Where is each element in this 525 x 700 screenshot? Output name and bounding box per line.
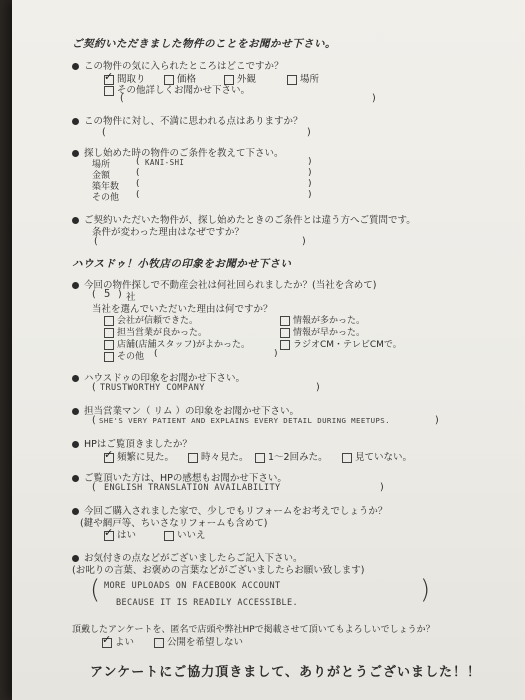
q8-option-0[interactable]: ✓頻繁に見た。 [104, 449, 174, 463]
checkbox-checked[interactable] [102, 638, 112, 648]
q2-question: この物件に対し、不満に思われる点はありますか？ [72, 113, 303, 127]
q10-option-0[interactable]: ✓はい [104, 527, 136, 541]
paren-close: ) [372, 93, 376, 104]
bullet-icon [72, 408, 79, 415]
section-header-impression: ハウスドゥ！小牧店の印象をお聞かせ下さい [72, 258, 292, 270]
q10-sub: (鍵や網戸等、ちいさなリフォームも含めて) [80, 518, 268, 529]
checkbox-checked[interactable] [104, 453, 114, 463]
q5-answer: 5 [104, 288, 111, 300]
q12-option-0[interactable]: ✓よい [102, 634, 134, 648]
bullet-icon [72, 375, 79, 382]
q7-question: 担当営業マン（ リム ）の印象をお聞かせ下さい。 [72, 403, 299, 417]
checkbox[interactable] [280, 328, 290, 338]
checkbox[interactable] [287, 75, 297, 85]
q3-label-location: 場所 [92, 160, 111, 170]
q3-label-price: 金額 [92, 171, 111, 181]
section-header-property: ご契約いただきました物件のことをお聞かせ下さい。 [72, 38, 336, 50]
q5-question: 今回の物件探しで不動産会社は何社回られましたか？(当社を含めて) [72, 277, 376, 291]
checkbox[interactable] [280, 340, 290, 350]
checkbox[interactable] [104, 86, 114, 96]
q1-option-2[interactable]: 外観 [224, 71, 256, 85]
bullet-icon [72, 475, 79, 482]
q1-option-3[interactable]: 場所 [287, 71, 319, 85]
checkbox[interactable] [280, 316, 290, 326]
bullet-icon [72, 217, 79, 224]
q1-option-1[interactable]: 価格 [164, 71, 196, 85]
checkbox[interactable] [104, 328, 114, 338]
q8-option-1[interactable]: 時々見た。 [188, 449, 249, 463]
checkbox[interactable] [342, 453, 352, 463]
q8-option-3[interactable]: 見ていない。 [342, 449, 412, 463]
bullet-icon [72, 555, 79, 562]
q1-other[interactable]: その他詳しくお聞かせ下さい。 [104, 82, 250, 96]
q1-question: この物件の気に入られたところはどこですか？ [72, 58, 284, 72]
q12-question: 頂戴したアンケートを、匿名で店頭や弊社HPで掲載させて頂いてもよろしいでしょうか？ [72, 625, 435, 635]
bullet-icon [72, 150, 79, 157]
q3-label-age: 築年数 [92, 182, 120, 192]
q6-question: ハウスドゥの印象をお聞かせ下さい。 [72, 370, 245, 384]
checkbox[interactable] [104, 352, 114, 362]
q5-option-left-1[interactable]: 担当営業が良かった。 [104, 325, 207, 338]
paren-open: ( [102, 127, 106, 138]
q4-sub: 条件が変わった理由はなぜですか？ [92, 227, 244, 238]
q5-reason: 当社を選んでいただいた理由は何ですか？ [92, 304, 273, 315]
q10-option-1[interactable]: いいえ [164, 527, 206, 541]
q7-answer: SHE'S VERY PATIENT AND EXPLAINS EVERY DETAIL DURING MEETUPS. [99, 416, 390, 425]
checkbox[interactable] [164, 531, 174, 541]
checkbox[interactable] [255, 453, 265, 463]
survey-paper: ご契約いただきました物件のことをお聞かせ下さい。 この物件の気に入られたところはどこですか？ ✓間取り 価格 外観 場所 その他詳しくお聞かせ下さい。 ( ) この物件に対し、不満に思われる点はありますか？ ( ) 探し始めた時の物件のご条件を教えて下さい。 場所 金額 築年数 その他 ( KANI-SHI ( ( ( ) ) ) ) ご契約いただいた物件が、探し始めたときのご条件とは違う方へご質問です。 条件が変わった理由はなぜですか？ ( ) ハウスドゥ！小牧店の印象をお聞かせ下さい 今回の物件探しで不動産会社は何社回られましたか？(当社を含めて) ( 5 ) 社 当社を選んでいただいた理由は何ですか？ 会社が信頼できた。 担当営業が良かった。 店舗(店舗スタッフ)がよかった。 その他 ( ) 情報が多かった。 情報が早かった。 ラジオCM・テレビCMで。 ハウスドゥの印象をお聞かせ下さい。 ( TRUSTWORTHY COMPANY ) 担当営業マン（ リム ）の印象をお聞かせ下さい。 ( SHE'S VERY PATIENT AND EXPLAINS EVERY DETAIL DURING MEETUPS. ) HPはご覧頂きましたか？ ✓頻繁に見た。 時々見た。 1〜2回みた。 見ていない。 ご覧頂いた方は、HPの感想もお聞かせ下さい。 ( ENGLISH TRANSLATION AVAILABILITY ) 今回ご購入されました家で、少しでもリフォームをお考えでしょうか？ (鍵や網戸等、ちいさなリフォームも含めて) ✓はい いいえ お気付きの点などがございましたらご記入下さい。 (お叱りの言葉、お褒めの言葉などがございましたらお願い致します) ( MORE UPLOADS ON FACEBOOK ACCOUNT BECAUSE IT IS READILY ACCESSIBLE. ) 頂戴したアンケートを、匿名で店頭や弊社HPで掲載させて頂いてもよろしいでしょうか？ ✓よい 公開を希望しない アンケートにご協力頂きまして、ありがとうございました！！ [12, 0, 525, 700]
checkbox[interactable] [154, 638, 164, 648]
q5-option-right-2[interactable]: ラジオCM・テレビCMで。 [280, 337, 402, 350]
q3-question: 探し始めた時の物件のご条件を教えて下さい。 [72, 145, 284, 159]
q9-answer: ENGLISH TRANSLATION AVAILABILITY [104, 483, 281, 493]
q8-question: HPはご覧頂きましたか？ [72, 436, 192, 450]
q11-answer-line2: BECAUSE IT IS READILY ACCESSIBLE. [116, 598, 299, 608]
q11-answer-line1: MORE UPLOADS ON FACEBOOK ACCOUNT [104, 581, 281, 591]
bullet-icon [72, 508, 79, 515]
checkbox-checked[interactable] [104, 531, 114, 541]
q4-question: ご契約いただいた物件が、探し始めたときのご条件とは違う方へご質問です。 [72, 212, 416, 226]
bullet-icon [72, 118, 79, 125]
paren-open: ( [120, 93, 124, 104]
checkbox[interactable] [188, 453, 198, 463]
q5-suffix: 社 [126, 292, 136, 303]
paren-close: ) [307, 127, 311, 138]
q11-sub: (お叱りの言葉、お褒めの言葉などがございましたらお願い致します) [72, 565, 365, 576]
bullet-icon [72, 282, 79, 289]
q9-question: ご覧頂いた方は、HPの感想もお聞かせ下さい。 [72, 470, 287, 484]
q5-option-left-3[interactable]: その他 [104, 349, 144, 362]
q3-label-other: その他 [92, 193, 120, 203]
bullet-icon [72, 63, 79, 70]
q12-option-1[interactable]: 公開を希望しない [154, 634, 243, 648]
q5-option-right-1[interactable]: 情報が早かった。 [280, 325, 365, 338]
q5-option-left-0[interactable]: 会社が信頼できた。 [104, 313, 198, 326]
q5-option-left-2[interactable]: 店舗(店舗スタッフ)がよかった。 [104, 337, 250, 350]
q10-question: 今回ご購入されました家で、少しでもリフォームをお考えでしょうか？ [72, 503, 387, 517]
bullet-icon [72, 441, 79, 448]
footer-thanks: アンケートにご協力頂きまして、ありがとうございました！！ [90, 665, 481, 680]
q6-answer: TRUSTWORTHY COMPANY [100, 383, 205, 393]
checkbox[interactable] [104, 316, 114, 326]
q11-question: お気付きの点などがございましたらご記入下さい。 [72, 550, 303, 564]
q3-value-location: KANI-SHI [145, 158, 185, 167]
q1-option-0[interactable]: ✓間取り [104, 71, 146, 85]
q5-option-right-0[interactable]: 情報が多かった。 [280, 313, 365, 326]
checkbox[interactable] [104, 340, 114, 350]
q8-option-2[interactable]: 1〜2回みた。 [255, 449, 328, 463]
